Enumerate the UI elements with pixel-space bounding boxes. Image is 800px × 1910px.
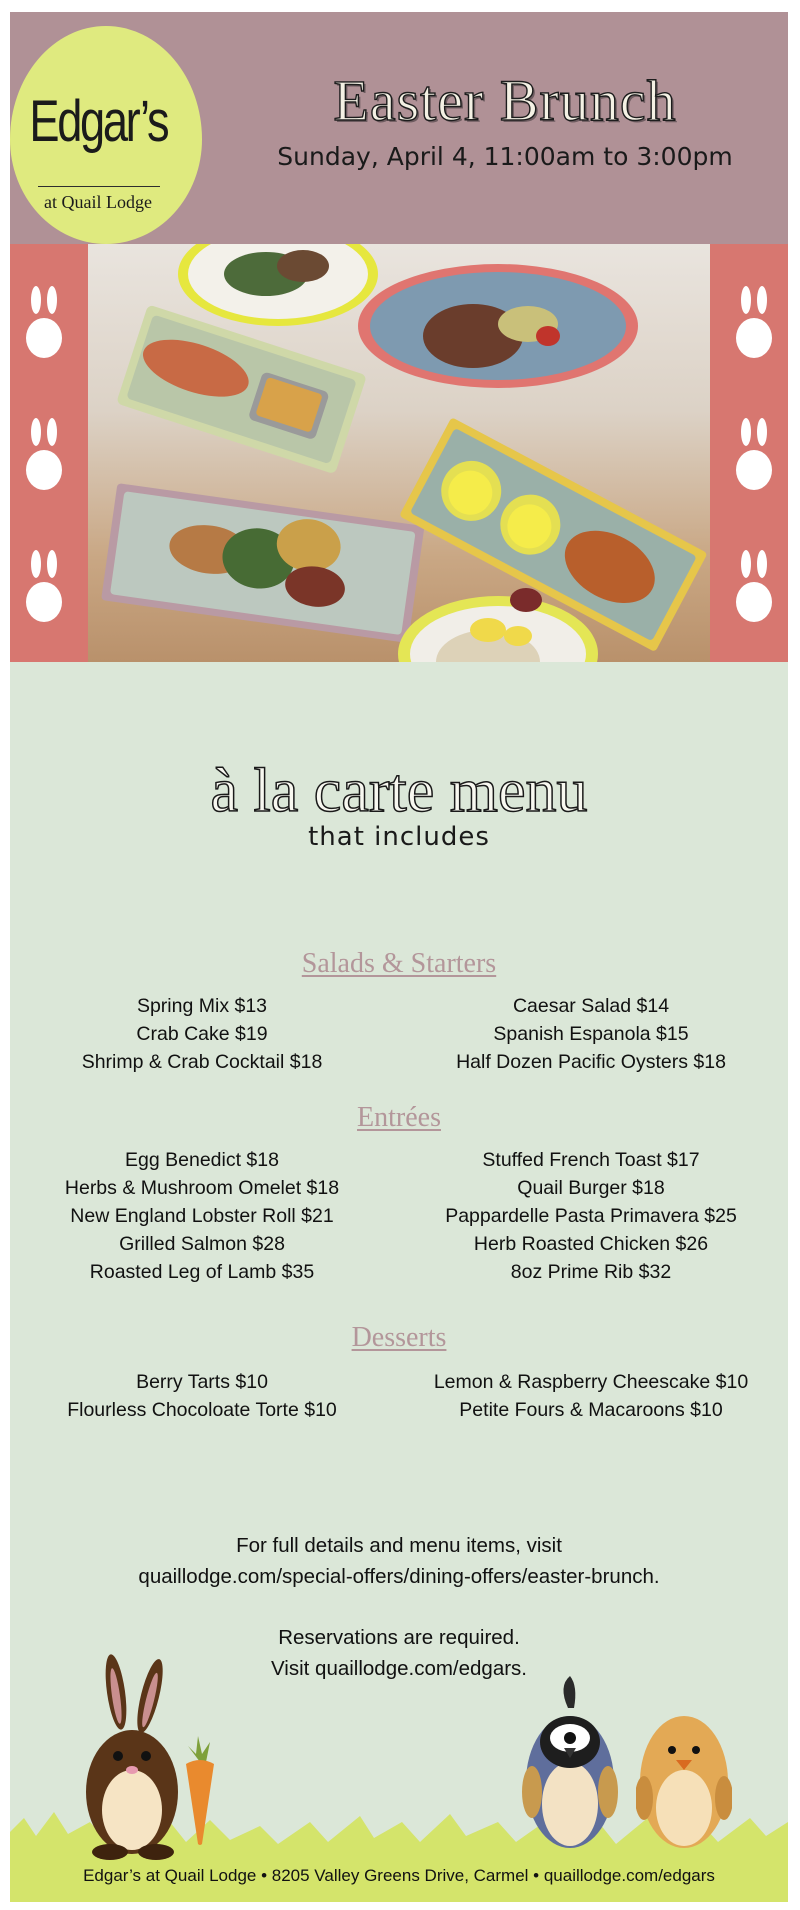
menu-item: Pappardelle Pasta Primavera $25 [445, 1205, 737, 1227]
details-url: quaillodge.com/special-offers/dining-offers/easter-brunch. [138, 1565, 660, 1588]
details-line: For full details and menu items, visit [236, 1534, 562, 1557]
menu-item: Roasted Leg of Lamb $35 [89, 1261, 315, 1283]
entrees-right-column [394, 1146, 788, 1286]
bunny-icon [22, 416, 66, 494]
bunny-icon [732, 284, 776, 362]
rabbit-character [80, 1652, 190, 1862]
menu-item: Lemon & Raspberry Cheescake $10 [433, 1371, 749, 1393]
brunch-food-photo [88, 244, 710, 662]
menu-item: Egg Benedict $18 [125, 1149, 279, 1171]
menu-item: New England Lobster Roll $21 [70, 1205, 334, 1227]
menu-item: Quail Burger $18 [517, 1177, 665, 1199]
menu-item: 8oz Prime Rib $32 [510, 1261, 672, 1283]
logo-divider [38, 186, 160, 187]
menu-title: à la carte menu [210, 757, 588, 825]
footer-address: Edgar’s at Quail Lodge • 8205 Valley Greens Drive, Carmel • quaillodge.com/edgars [83, 1866, 715, 1885]
menu-item: Shrimp & Crab Cocktail $18 [81, 1051, 323, 1073]
reservation-url: Visit quaillodge.com/edgars. [270, 1657, 528, 1680]
menu-item: Petite Fours & Macaroons $10 [459, 1399, 723, 1421]
menu-item: Half Dozen Pacific Oysters $18 [456, 1051, 726, 1073]
bunny-icon [22, 548, 66, 626]
section-heading-entrees: Entrées [357, 1102, 441, 1133]
menu-item: Flourless Chocoloate Torte $10 [67, 1399, 337, 1421]
menu-item: Crab Cake $19 [136, 1023, 268, 1045]
photo-band [10, 244, 788, 662]
header [10, 12, 788, 244]
bunny-icon [22, 284, 66, 362]
entrees-left-column [10, 1146, 394, 1286]
menu-item: Herbs & Mushroom Omelet $18 [64, 1177, 340, 1199]
logo-subtitle: at Quail Lodge [44, 192, 152, 212]
menu-item: Spanish Espanola $15 [493, 1023, 689, 1045]
menu-item: Herb Roasted Chicken $26 [473, 1233, 709, 1255]
menu-item: Grilled Salmon $28 [119, 1233, 285, 1255]
menu-item: Berry Tarts $10 [136, 1371, 268, 1393]
menu-item: Spring Mix $13 [136, 995, 268, 1017]
menu-item: Caesar Salad $14 [512, 995, 670, 1017]
section-heading-salads: Salads & Starters [301, 948, 497, 979]
bunny-icon [732, 548, 776, 626]
food-platters-illustration [88, 244, 710, 662]
menu-item: Stuffed French Toast $17 [482, 1149, 700, 1171]
menu-subtitle: that includes [308, 822, 490, 852]
page-title: Easter Brunch [333, 68, 677, 133]
bunny-icon [732, 416, 776, 494]
salads-left-column [10, 992, 394, 1076]
event-date: Sunday, April 4, 11:00am to 3:00pm [277, 142, 733, 171]
details-text [10, 1530, 788, 1592]
flyer [10, 12, 788, 1902]
logo-name: Edgar’s [29, 89, 168, 154]
chick-character [636, 1698, 732, 1852]
logo [10, 26, 202, 244]
salads-right-column [394, 992, 788, 1076]
desserts-left-column [10, 1368, 394, 1424]
carrot-icon [178, 1734, 222, 1846]
desserts-right-column [394, 1368, 788, 1424]
reservation-line: Reservations are required. [278, 1626, 520, 1649]
section-heading-desserts: Desserts [351, 1322, 447, 1353]
quail-character [522, 1672, 618, 1852]
